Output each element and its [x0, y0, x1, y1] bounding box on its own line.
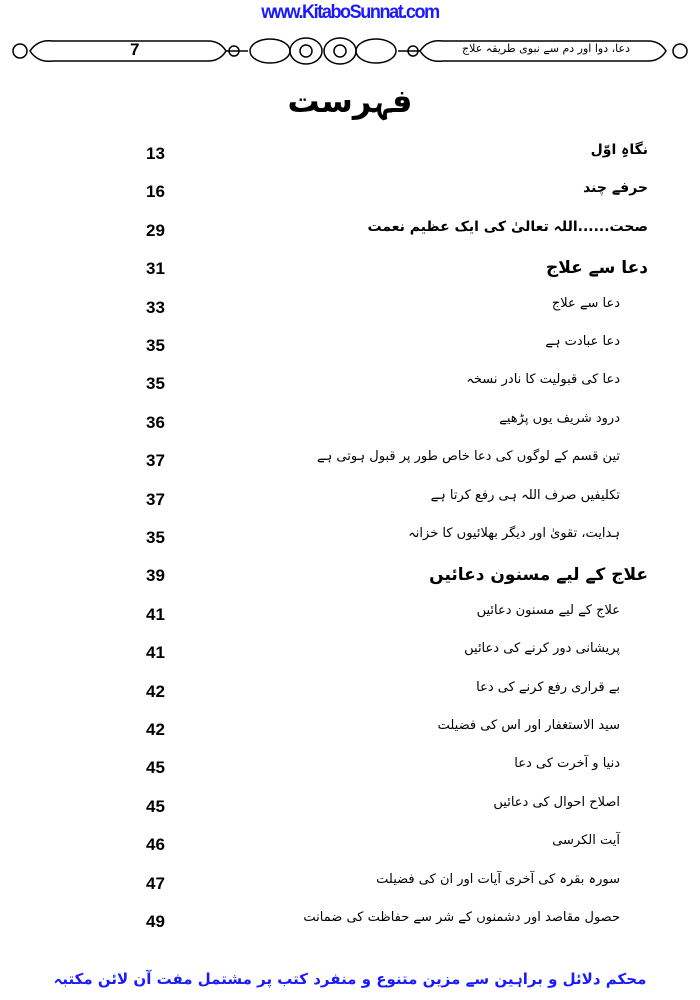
toc-entry-title: تین قسم کے لوگوں کی دعا خاص طور پر قبول ہوتی ہے — [317, 449, 620, 465]
toc-page-number: 42 — [146, 681, 165, 701]
toc-page-number: 16 — [146, 182, 165, 202]
toc-page-number: 31 — [146, 259, 165, 279]
toc-page-number: 36 — [146, 412, 165, 432]
toc-page-number: 37 — [146, 489, 165, 509]
toc-entry-title: پریشانی دور کرنے کی دعائیں — [464, 641, 620, 657]
toc-page-number: 49 — [146, 912, 165, 931]
toc-entry[interactable] — [0, 370, 700, 400]
footer-banner[interactable]: محکم دلائل و براہین سے مزین متنوع و منفرد کتب پر مشتمل مفت آن لائن مکتبہ — [53, 970, 647, 988]
toc-entry[interactable] — [0, 716, 700, 746]
toc-entry-title: آیت الکرسی — [552, 833, 620, 849]
toc-entry[interactable] — [0, 678, 700, 708]
toc-entry-title: اصلاح احوال کی دعائیں — [493, 794, 620, 810]
toc-entry-title: سورہ بقرہ کی آخری آیات اور ان کی فضیلت — [376, 871, 620, 887]
toc-page-number: 45 — [146, 758, 165, 778]
toc-entry-title: علاج کے لیے مسنون دعائیں — [429, 565, 648, 586]
page-title: فہرست — [287, 82, 413, 120]
toc-entry[interactable] — [0, 178, 700, 208]
toc-page-number: 35 — [146, 374, 165, 394]
toc-entry[interactable] — [0, 601, 700, 631]
toc-entry[interactable] — [0, 140, 700, 170]
toc-entry-title: حرفے چند — [583, 180, 648, 197]
toc-page-number: 35 — [146, 528, 165, 547]
toc-entry-title: نگاہِ اوّل — [590, 142, 648, 158]
toc-entry-title: صحت......اللہ تعالیٰ کی ایک عظیم نعمت — [367, 218, 648, 235]
toc-page-number: 39 — [146, 566, 165, 586]
toc-entry[interactable] — [0, 409, 700, 439]
toc-entry[interactable] — [0, 831, 700, 861]
toc-entry-title: دعا سے علاج — [545, 258, 648, 279]
website-watermark[interactable]: www.KitaboSunnat.com — [261, 2, 439, 23]
toc-page-number: 35 — [146, 336, 165, 355]
toc-entry-title: بے قراری رفع کرنے کی دعا — [476, 679, 620, 695]
toc-entry-title: حصول مقاصد اور دشمنوں کے شر سے حفاظت کی ضمانت — [303, 910, 620, 925]
toc-entry[interactable] — [0, 562, 700, 592]
toc-entry[interactable] — [0, 639, 700, 669]
toc-entry[interactable] — [0, 255, 700, 285]
toc-entry[interactable] — [0, 754, 700, 784]
toc-entry-title: دعا عبادت ہے — [545, 334, 620, 349]
toc-page-number: 29 — [146, 220, 165, 240]
toc-entry-title: دنیا و آخرت کی دعا — [514, 756, 620, 772]
toc-page-number: 33 — [146, 297, 165, 317]
toc-entry-title: ہدایت، تقویٰ اور دیگر بھلائیوں کا خزانہ — [408, 526, 620, 541]
toc-page-number: 42 — [146, 720, 165, 739]
toc-entry-title: تکلیفیں صرف اللہ ہی رفع کرتا ہے — [430, 487, 620, 503]
toc-entry[interactable] — [0, 486, 700, 516]
toc-page-number: 47 — [146, 873, 165, 893]
toc-entry-title: دعا سے علاج — [551, 295, 620, 311]
toc-page-number: 13 — [146, 144, 165, 163]
toc-entry-title: درود شریف یوں پڑھیے — [499, 410, 620, 426]
toc-entry[interactable] — [0, 332, 700, 362]
toc-entry-title: سید الاستغفار اور اس کی فضیلت — [437, 718, 620, 733]
toc-entry[interactable] — [0, 294, 700, 324]
toc-entry[interactable] — [0, 524, 700, 554]
toc-entry[interactable] — [0, 217, 700, 247]
toc-page-number: 41 — [146, 604, 165, 624]
toc-entry[interactable] — [0, 908, 700, 938]
toc-page-number: 37 — [146, 451, 165, 471]
toc-page-number: 46 — [146, 835, 165, 855]
toc-entry[interactable] — [0, 793, 700, 823]
toc-entry-title: دعا کی قبولیت کا نادر نسخہ — [466, 372, 620, 388]
toc-page-number: 45 — [146, 796, 165, 816]
toc-entry[interactable] — [0, 870, 700, 900]
running-title: دعا، دوا اور دم سے نبوی طریقہ علاج — [462, 42, 630, 55]
toc-page-number: 41 — [146, 643, 165, 663]
toc-entry[interactable] — [0, 447, 700, 477]
toc-entry-title: علاج کے لیے مسنون دعائیں — [476, 602, 620, 618]
page-number: 7 — [130, 40, 140, 59]
